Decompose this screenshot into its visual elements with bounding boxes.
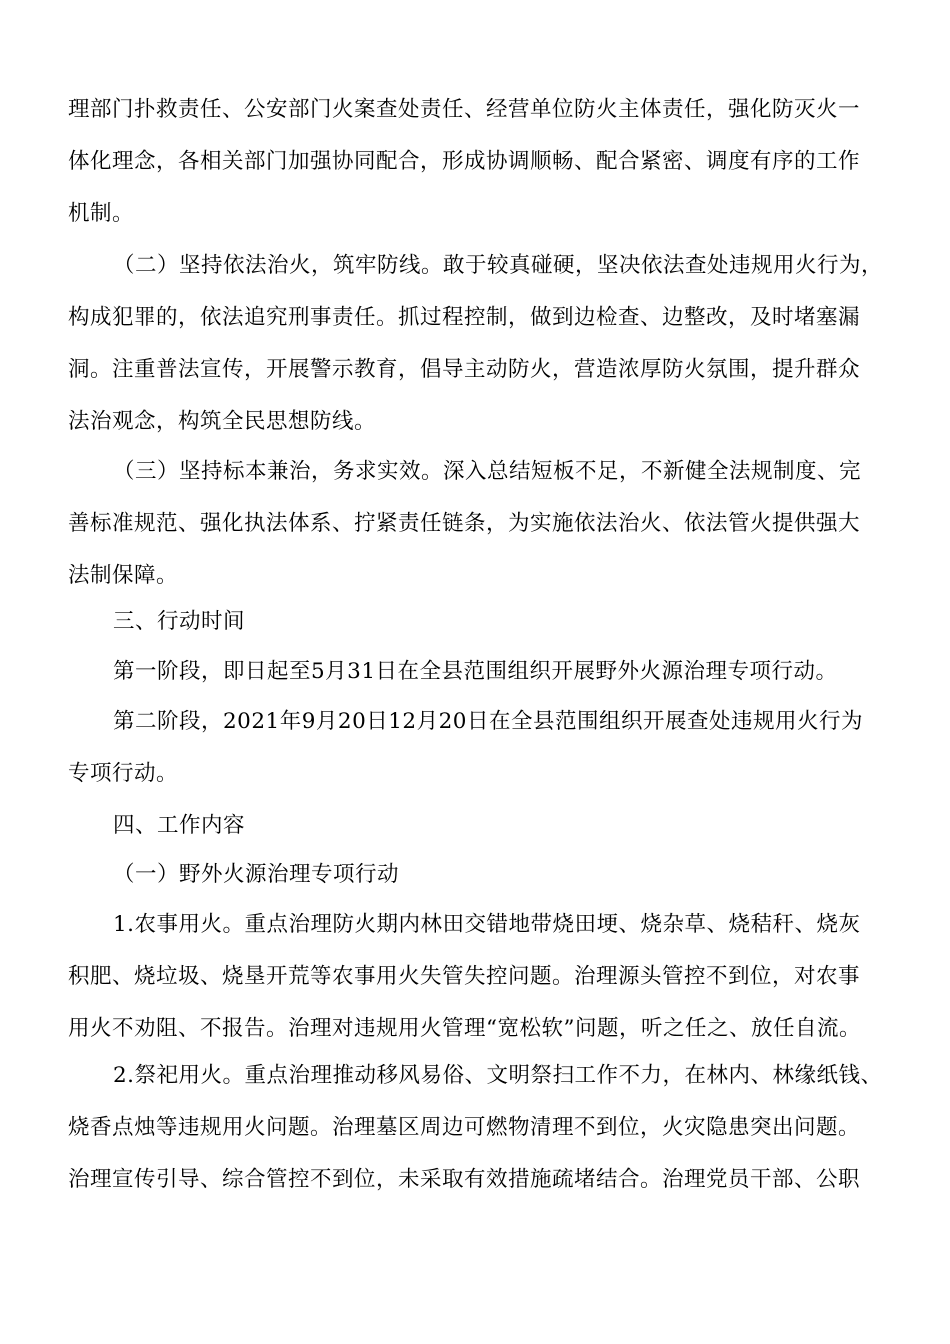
text-line: （一）野外火源治理专项行动 [113,862,400,887]
text-line: 2.祭祀用火。重点治理推动移风易俗、文明祭扫工作不力，在林内、林缘纸钱、 [113,1063,883,1088]
paragraph-rule-of-law [68,240,886,448]
text-line: 善标准规范、强化执法体系、拧紧责任链条，为实施依法治火、依法管火提供强大 [68,511,861,536]
paragraph-phase-two [68,696,886,800]
text-line: 体化理念，各相关部门加强协同配合，形成协调顺畅、配合紧密、调度有序的工作 [68,149,861,174]
text-line: 理部门扑救责任、公安部门火案查处责任、经营单位防火主体责任，强化防灭火一 [68,97,861,122]
text-line: 四、工作内容 [113,813,246,838]
paragraph-ritual-fire [68,1050,886,1206]
text-line: 积肥、烧垃圾、烧垦开荒等农事用火失管失控问题。治理源头管控不到位，对农事 [68,964,861,989]
text-line: 三、行动时间 [113,609,246,634]
text-line: 专项行动。 [68,761,179,786]
text-line: 治理宣传引导、综合管控不到位，未采取有效措施疏堵结合。治理党员干部、公职 [68,1167,861,1192]
text-line: 烧香点烛等违规用火问题。治理墓区周边可燃物清理不到位，火灾隐患突出问题。 [68,1115,861,1140]
text-line: （二）坚持依法治火，筑牢防线。敢于较真碰硬，坚决依法查处违规用火行为， [113,253,884,278]
paragraph-root-causes [68,446,886,602]
text-line: 法制保障。 [68,563,179,588]
text-line: 1.农事用火。重点治理防火期内林田交错地带烧田埂、烧杂草、烧秸秆、烧灰 [113,912,861,937]
text-line: 构成犯罪的，依法追究刑事责任。抓过程控制，做到边检查、边整改，及时堵塞漏 [68,305,861,330]
section-heading-action-time [68,596,886,648]
paragraph-responsibility-continued [68,84,886,240]
text-line: 法治观念，构筑全民思想防线。 [68,409,377,434]
paragraph-agricultural-fire [68,899,886,1055]
text-line: （三）坚持标本兼治，务求实效。深入总结短板不足，不新健全法规制度、完 [113,459,862,484]
text-line: 机制。 [68,201,135,226]
text-line: 第一阶段，即日起至5月31日在全县范围组织开展野外火源治理专项行动。 [113,659,838,684]
text-line: 洞。注重普法宣传，开展警示教育，倡导主动防火，营造浓厚防火氛围，提升群众 [68,357,861,382]
subheading-field-fire-source [68,849,886,901]
text-line: 用火不劝阻、不报告。治理对违规用火管理“宽松软”问题，听之任之、放任自流。 [68,1016,861,1041]
section-heading-work-content [68,800,886,852]
paragraph-phase-one [68,646,886,698]
text-line: 第二阶段，2021年9月20日12月20日在全县范围组织开展查处违规用火行为 [113,709,863,734]
